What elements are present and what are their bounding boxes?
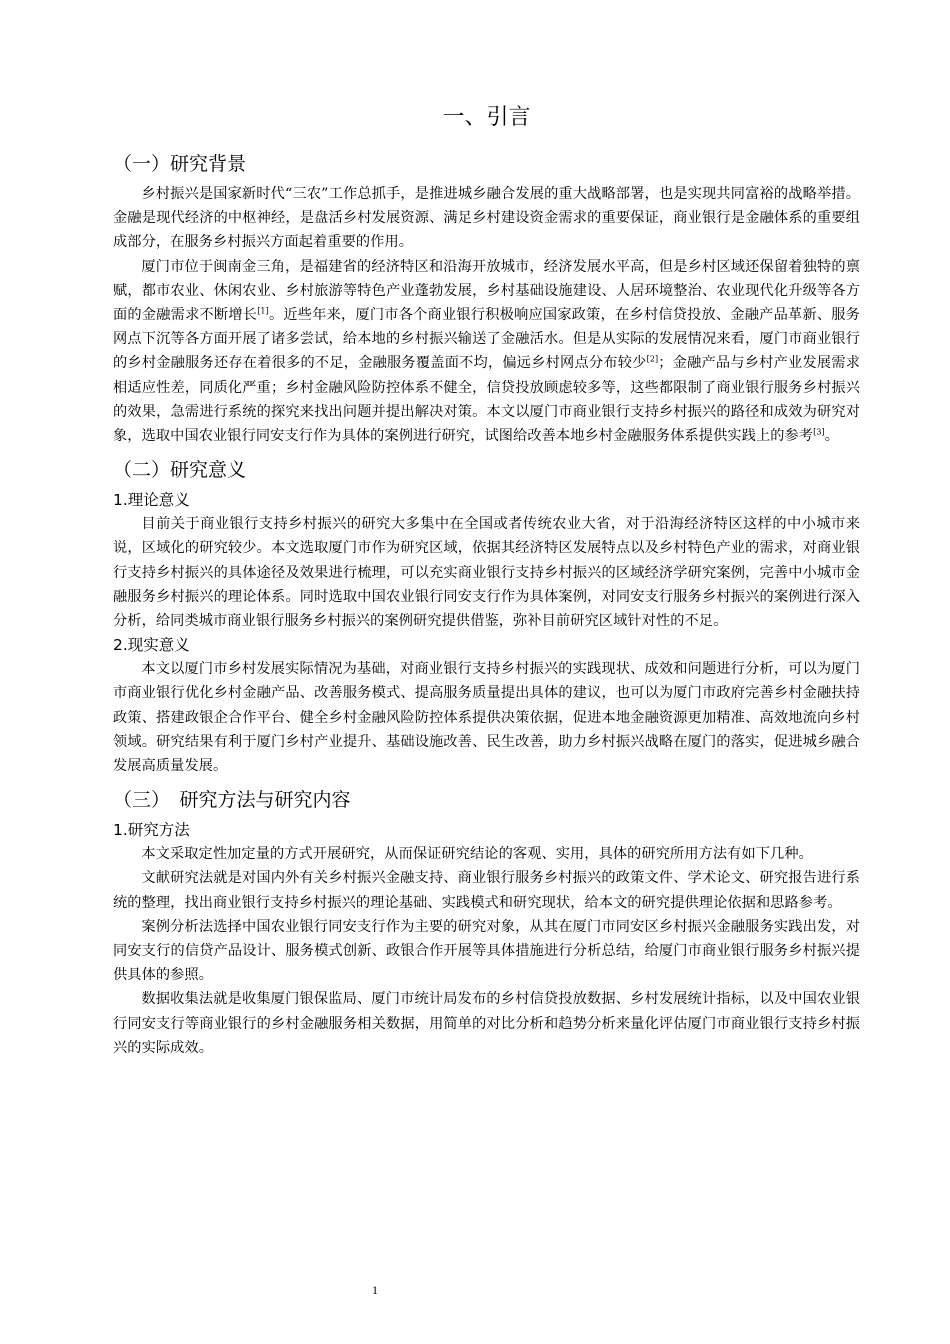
paragraph: 本文采取定性加定量的方式开展研究，从而保证研究结论的客观、实用，具体的研究所用方法有如下几种。 [141,846,813,863]
paragraph: 数据收集法就是收集厦门银保监局、厦门市统计局发布的乡村信贷投放数据、乡村发展统计指标，以及中国农业银行同安支行等商业银行的乡村金融服务相关数据，用简单的对比分析和趋势分析来量化评估厦门市商业银行支持乡村振兴的实际成效。 [113,991,860,1056]
chapter-title: 一、引言 [442,105,531,130]
page-number: 1 [372,1283,378,1297]
paragraph-text: 。近些年来，厦门市各个商业银行积极响应国家政策，在乡村信贷投放、金融产品革新、服务网点下沉等各方面开展了诸多尝试，给本地的乡村振兴输送了金融活水。但是从实际的发展情况来看，厦门市商业银行的乡村金融服务还存在着很多的不足，金融服务覆盖面不均，偏远乡村网点分布较少 [113,307,860,372]
page-content [113,102,860,1060]
paragraph: 文献研究法就是对国内外有关乡村振兴金融支持、商业银行服务乡村振兴的政策文件、学术论文、研究报告进行系统的整理，找出商业银行支持乡村振兴的理论基础、实践模式和研究现状，给本文的研究提供理论依据和思路参考。 [113,870,860,911]
section-heading-methods: （三） 研究方法与研究内容 [113,789,351,812]
paragraph: 乡村振兴是国家新时代“三农”工作总抓手，是推进城乡融合发展的重大战略部署，也是实现共同富裕的战略举措。金融是现代经济的中枢神经，是盘活乡村发展资源、满足乡村建设资金需求的重要保证，商业银行是金融体系的重要组成部分，在服务乡村振兴方面起着重要的作用。 [113,186,860,251]
section-heading-significance: （二）研究意义 [113,459,247,482]
paragraph: 目前关于商业银行支持乡村振兴的研究大多集中在全国或者传统农业大省，对于沿海经济特区这样的中小城市来说，区域化的研究较少。本文选取厦门市作为研究区域，依据其经济特区发展特点以及乡村特色产业的需求，对商业银行支持乡村振兴的具体途径及效果进行梳理，可以充实商业银行支持乡村振兴的区域经济学研究案例，完善中小城市金融服务乡村振兴的理论体系。同时选取中国农业银行同安支行作为具体案例，对同安支行服务乡村振兴的案例进行深入分析，给同类城市商业银行服务乡村振兴的案例研究提供借鉴，弥补目前研究区域针对性的不足。 [113,516,860,630]
subsection-heading: 1.研究方法 [113,821,190,840]
paragraph: 本文以厦门市乡村发展实际情况为基础，对商业银行支持乡村振兴的实践现状、成效和问题进行分析，可以为厦门市商业银行优化乡村金融产品、改善服务模式、提高服务质量提出具体的建议，也可以为厦门市政府完善乡村金融扶持政策、搭建政银企合作平台、健全乡村金融风险防控体系提供决策依据，促进本地金融资源更加精准、高效地流向乡村领域。研究结果有利于厦门乡村产业提升、基础设施改善、民生改善，助力乡村振兴战略在厦门的落实，促进城乡融合发展高质量发展。 [113,661,860,775]
paragraph-text: 。 [824,428,840,445]
subsection-heading: 2.现实意义 [113,636,190,655]
paragraph [113,255,860,449]
paragraph-text: 厦门市位于闽南金三角，是福建省的经济特区和沿海开放城市，经济发展水平高，但是乡村区域还保留着独特的禀赋，都市农业、休闲农业、乡村旅游等特色产业蓬勃发展，乡村基础设施建设、人居环境整治、农业现代化升级等各方面的金融需求不断增长 [113,258,860,324]
citation-ref[interactable]: [2] [646,354,659,364]
citation-ref[interactable]: [3] [813,427,825,437]
paragraph-text: ；金融产品与乡村产业发展需求相适应性差，同质化严重；乡村金融风险防控体系不健全，信贷投放顾虑较多等，这些都限制了商业银行服务乡村振兴的效果，急需进行系统的探究来找出问题并提出解决对策。本文以厦门市商业银行支持乡村振兴的路径和成效为研究对象，选取中国农业银行同安支行作为具体的案例进行研究，试图给改善本地乡村金融服务体系提供实践上的参考 [113,355,860,445]
citation-ref[interactable]: [1] [257,306,269,316]
subsection-heading: 1.理论意义 [113,491,190,510]
section-heading-background: （一）研究背景 [113,153,247,175]
paragraph: 案例分析法选择中国农业银行同安支行作为主要的研究对象，从其在厦门市同安区乡村振兴金融服务实践出发，对同安支行的信贷产品设计、服务模式创新、政银合作开展等具体措施进行分析总结，给厦门市商业银行服务乡村振兴提供具体的参照。 [113,918,860,984]
